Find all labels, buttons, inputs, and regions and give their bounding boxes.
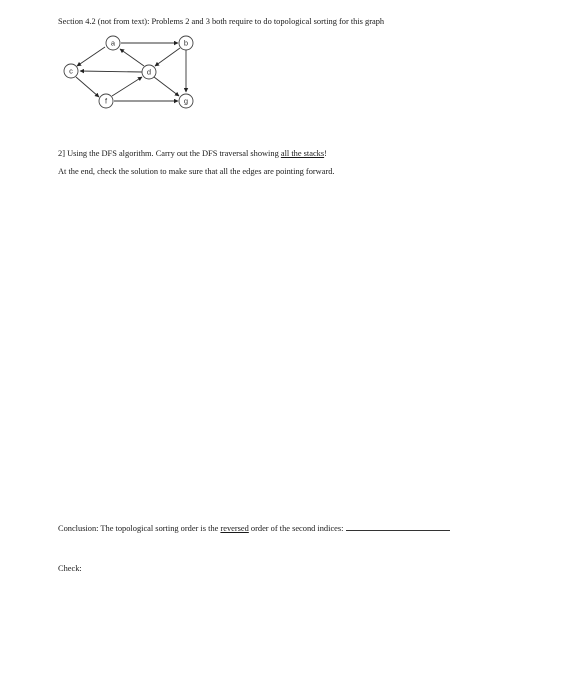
edge-d-g: [154, 77, 179, 96]
node-label-f: f: [104, 96, 108, 106]
dag-diagram: [58, 28, 218, 118]
conclusion-suffix: order of the second indices:: [248, 524, 344, 533]
edge-b-d: [155, 48, 180, 66]
problem-2-prefix: 2] Using the DFS algorithm. Carry out the DFS traversal showing: [58, 149, 281, 158]
problem-2-instruction: [58, 149, 327, 158]
problem-2-suffix: !: [324, 149, 327, 158]
edge-c-f: [76, 77, 99, 97]
section-header: Section 4.2 (not from text): Problems 2 and 3 both require to do topological sorting for this graph: [58, 17, 385, 26]
check-label: Check:: [58, 564, 82, 573]
node-label-g: g: [183, 96, 189, 106]
problem-2-underlined: all the stacks: [280, 149, 325, 158]
conclusion-underlined: reversed: [220, 524, 249, 533]
edge-a-c: [77, 47, 105, 66]
node-label-d: d: [146, 67, 152, 77]
node-label-c: c: [69, 66, 73, 76]
node-label-b: b: [183, 38, 189, 48]
edge-f-d: [112, 77, 142, 96]
answer-blank[interactable]: [346, 529, 450, 531]
problem-2-check-note: At the end, check the solution to make sure that all the edges are pointing forward.: [58, 167, 335, 176]
edge-d-c: [80, 71, 142, 72]
conclusion-line: [58, 524, 450, 533]
edge-d-a: [120, 49, 144, 66]
node-label-a: a: [110, 38, 116, 48]
conclusion-prefix: Conclusion: The topological sorting order is the: [58, 524, 221, 533]
